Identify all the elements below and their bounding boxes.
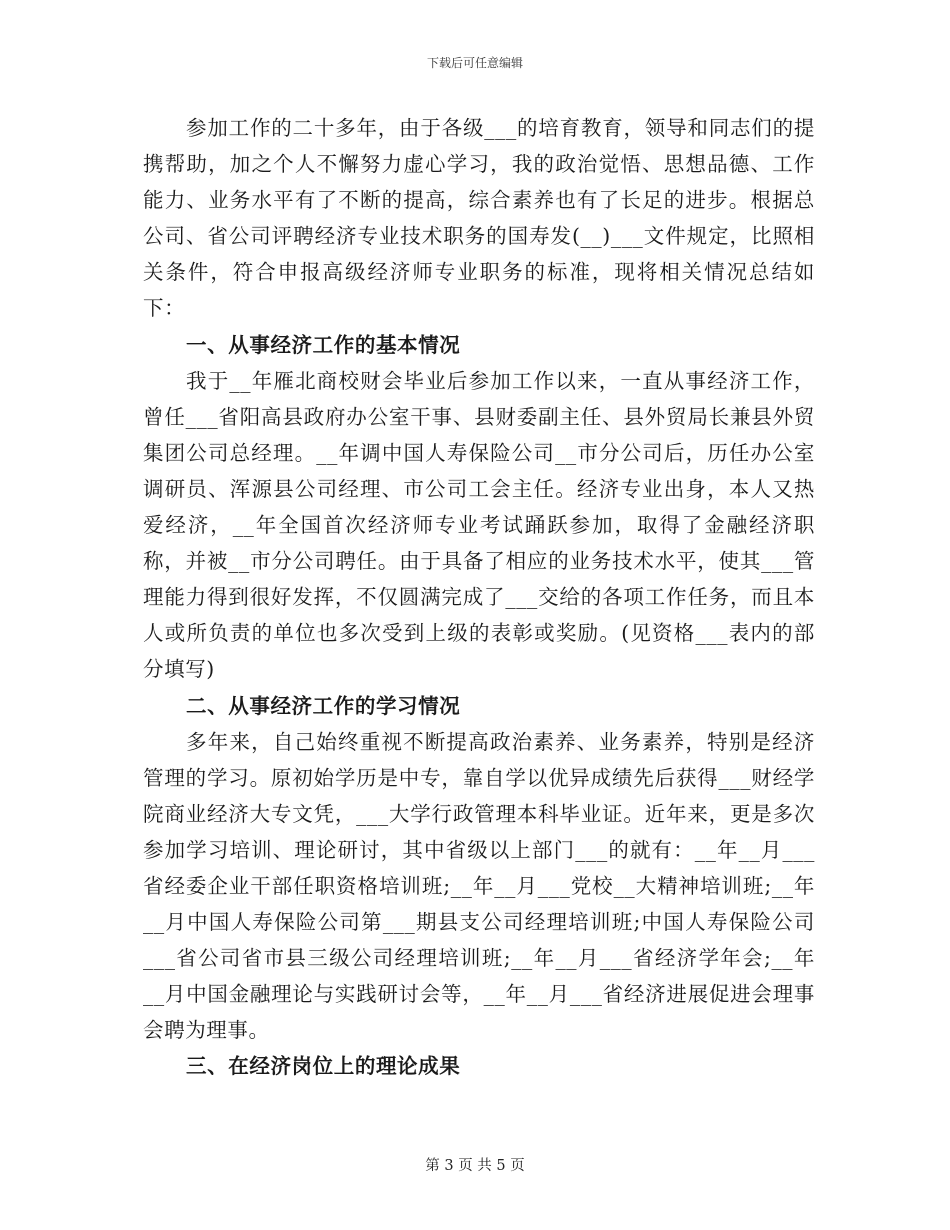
header-note: 下载后可任意编辑 (426, 56, 523, 70)
section-heading-2: 二、从事经济工作的学习情况 (186, 693, 461, 718)
section-heading-1: 一、从事经济工作的基本情况 (186, 332, 461, 357)
document-body (143, 110, 815, 1085)
section-1-paragraph: 我于__年雁北商校财会毕业后参加工作以来，一直从事经济工作，曾任___省阳高县政府办公室干事、县财委副主任、县外贸局长兼县外贸集团公司总经理。__年调中国人寿保险公司__市分公司后，历任办公室调研员、浑源县公司经理、市公司工会主任。经济专业出身，本人又热爱经济，__年全国首次经济师专业考试踊跃参加，取得了金融经济职称，并被__市分公司聘任。由于具备了相应的业务技术水平，使其___管理能力得到很好发挥，不仅圆满完成了___交给的各项工作任务，而且本人或所负责的单位也多次受到上级的表彰或奖励。(见资格___表内的部分填写) (143, 368, 815, 682)
section-heading-3: 三、在经济岗位上的理论成果 (186, 1054, 461, 1079)
intro-paragraph: 参加工作的二十多年，由于各级___的培育教育，领导和同志们的提携帮助，加之个人不懈努力虚心学习，我的政治觉悟、思想品德、工作能力、业务水平有了不断的提高，综合素养也有了长足的进步。根据总公司、省公司评聘经济专业技术职务的国寿发(__)___文件规定，比照相关条件，符合申报高级经济师专业职务的标准，现将相关情况总结如下： (143, 116, 815, 321)
section-2-paragraph: 多年来，自己始终重视不断提高政治素养、业务素养，特别是经济管理的学习。原初始学历是中专，靠自学以优异成绩先后获得___财经学院商业经济大专文凭，___大学行政管理本科毕业证。近年来，更是多次参加学习培训、理论研讨，其中省级以上部门___的就有：__年__月___省经委企业干部任职资格培训班;__年__月___党校__大精神培训班;__年__月中国人寿保险公司第___期县支公司经理培训班;中国人寿保险公司___省公司省市县三级公司经理培训班;__年__月___省经济学年会;__年__月中国金融理论与实践研讨会等，__年__月___省经济进展促进会理事会聘为理事。 (143, 729, 815, 1043)
page-number: 第 3 页 共 5 页 (425, 1158, 525, 1174)
